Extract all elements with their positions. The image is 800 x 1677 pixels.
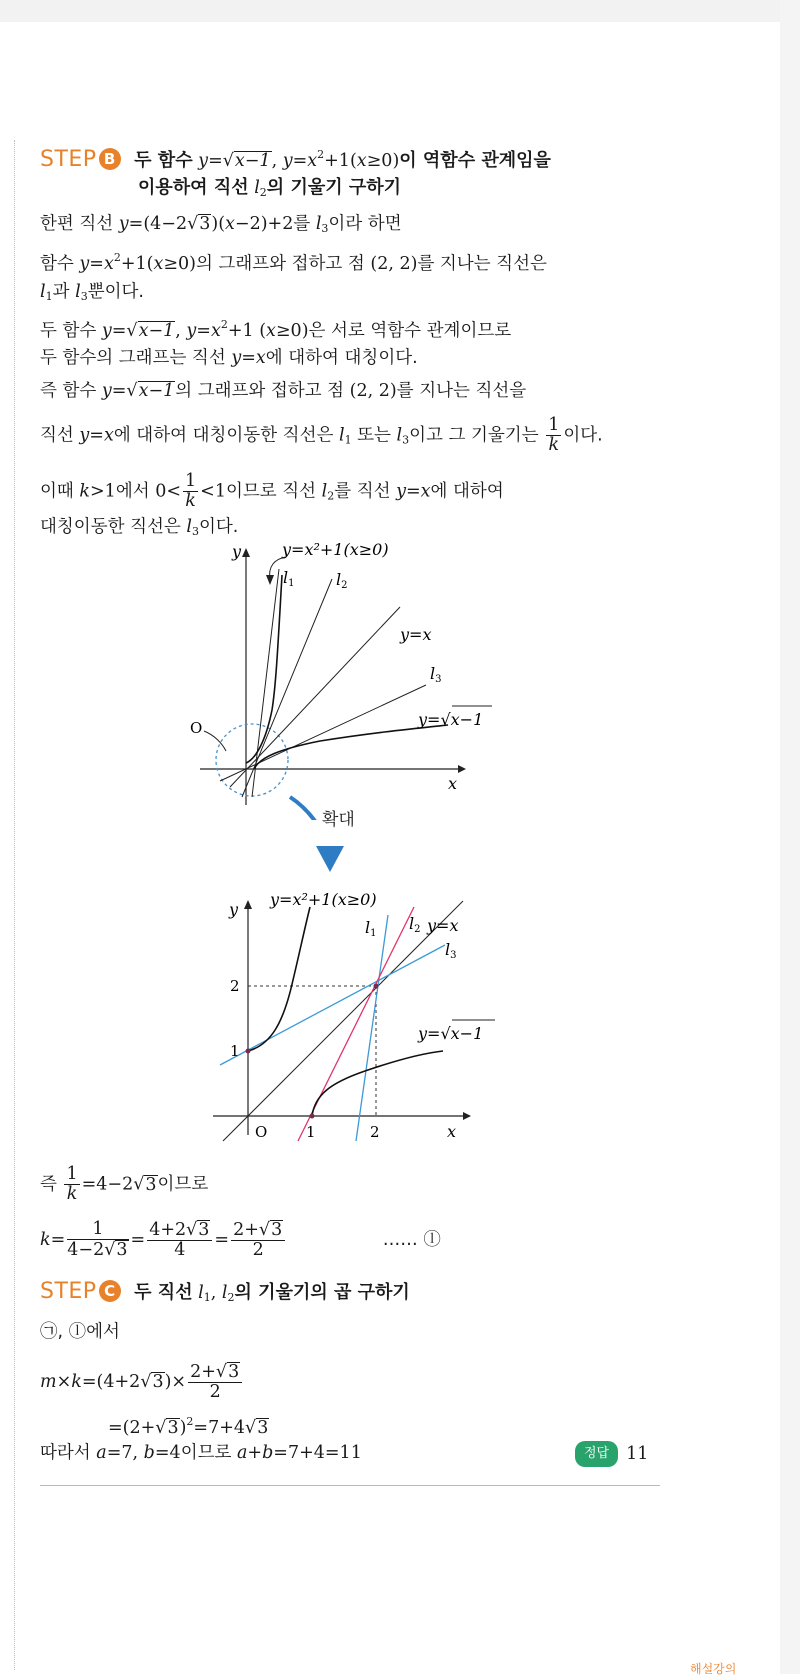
figure-1-sqrt-label: y=√x−1 <box>418 710 484 729</box>
body-line-6: 즉 함수 y=√x−1의 그래프와 접하고 점 (2, 2)를 지나는 직선을 <box>40 381 527 401</box>
line-l3 <box>220 685 426 781</box>
text: 직선 <box>40 425 74 446</box>
text: 함수 <box>40 254 74 274</box>
figure-2-origin-label: O <box>255 1123 268 1141</box>
text: 두 함수 <box>40 321 97 341</box>
text: 한편 직선 <box>40 214 114 234</box>
point-2-2 <box>374 984 379 989</box>
body-line-5: 두 함수의 그래프는 직선 y=x에 대하여 대칭이다. <box>40 348 418 368</box>
figure-2-ytick-1: 1 <box>230 1042 240 1060</box>
calc-line-1: 즉 $\frac{1}{k}$ =4−2√3이므로 <box>40 1164 209 1204</box>
figure-1-l2-label: l2 <box>336 570 348 591</box>
line-l1 <box>356 915 388 1141</box>
text: 대칭이동한 직선은 <box>40 517 181 537</box>
step-c-label: STEP <box>40 1279 97 1304</box>
figure-1-l3-label: l3 <box>430 664 442 685</box>
point-1-0 <box>310 1114 315 1119</box>
body-line-4: 두 함수 y=√x−1, $y=x^2+1$ (x≥0)은 서로 역함수 관계이므로 <box>40 318 512 341</box>
figure-2-xtick-2: 2 <box>370 1123 380 1141</box>
line-l3 <box>220 945 445 1065</box>
text: 즉 함수 <box>40 381 97 401</box>
body-line-7: 직선 y=x에 대하여 대칭이동한 직선은 $l_1$ 또는 $l_3$이고 그 기울기는 $\frac{1}{k}$ 이다. <box>40 415 603 455</box>
step-b-title-line2a: 이용하여 직선 <box>138 177 249 198</box>
text: 를 <box>293 214 311 234</box>
text: 이므로 직선 <box>225 481 317 502</box>
origin-pointer <box>204 731 226 751</box>
figure-2-sqrt-label: y=√x−1 <box>418 1024 484 1043</box>
curve-parabola <box>248 907 310 1051</box>
point-0-1 <box>246 1049 251 1054</box>
step-b-heading: STEP B 두 함수 y=√x−1, $y=x^2+1(x\ge 0)$이 역함수 관계임을 <box>40 147 551 172</box>
figure-2-graph <box>205 885 535 1150</box>
text: 의 그래프와 접하고 점 <box>175 381 345 401</box>
text: 또는 <box>357 425 391 446</box>
figure-1-yx-label: y=x <box>400 625 432 644</box>
figure-1-x-label: x <box>448 774 458 793</box>
line-y-equals-x <box>223 901 463 1141</box>
pointer-arrow-icon <box>266 575 274 585</box>
answer-value: 11 <box>626 1444 649 1464</box>
x-axis-arrow-icon <box>463 1112 471 1120</box>
figure-2-l1-label: l1 <box>365 918 377 939</box>
figure-1-curve-label: y=x²+1(x≥0) <box>282 540 389 559</box>
text: 이고 그 기울기는 <box>409 425 539 446</box>
right-margin <box>780 0 800 1674</box>
text: 에서 <box>115 481 150 502</box>
body-line-1: 한편 직선 y=(4−2√3)(x−2)+2를 $l_3$이라 하면 <box>40 214 402 235</box>
step-b-title-b: 이 역함수 관계임을 <box>399 150 551 171</box>
text: 에 대하여 대칭이동한 직선은 <box>113 425 334 446</box>
curve-sqrt <box>254 725 448 769</box>
math: y <box>198 151 209 171</box>
y-axis-arrow-icon <box>242 548 250 557</box>
figure-1-l1-label: l1 <box>283 568 295 589</box>
corner-label: 해설강의 <box>690 1662 737 1676</box>
section-divider <box>40 1485 660 1486</box>
text: 에 대하여 <box>430 481 504 502</box>
text: 뿐이다. <box>87 282 144 302</box>
body-line-8: 이때 k>1에서 0< $\frac{1}{k}$ <1이므로 직선 $l_2$를 직선 y=x에 대하여 <box>40 471 504 511</box>
curve-sqrt <box>312 1051 443 1116</box>
body-line-3: $l_1$과 $l_3$뿐이다. <box>40 282 144 303</box>
figure-2-curve-label: y=x²+1(x≥0) <box>270 890 377 909</box>
text: 를 직선 <box>334 481 391 502</box>
step-b-letter: B <box>99 148 121 170</box>
body-line-2: 함수 $y=x^2+1(x\ge 0)$의 그래프와 접하고 점 (2, 2)를 지나는 직선은 <box>40 251 547 274</box>
zoom-circle <box>216 724 288 796</box>
body-line-9: 대칭이동한 직선은 $l_3$이다. <box>40 517 239 538</box>
x-axis-arrow-icon <box>458 765 466 773</box>
text: 두 함수의 그래프는 직선 <box>40 348 226 368</box>
left-dotted-rule <box>14 140 15 1670</box>
figure-1-graph <box>190 535 520 820</box>
answer-badge: 정답 <box>575 1441 618 1467</box>
y-axis-arrow-icon <box>244 900 252 909</box>
text: 에 대하여 대칭이다. <box>265 348 418 368</box>
step-b-title-a: 두 함수 <box>134 150 193 171</box>
step-b-title-line2b: 의 기울기 구하기 <box>266 177 402 198</box>
zoom-label: 확대 <box>322 810 355 830</box>
zoom-arrow-head <box>310 840 350 880</box>
figure-2-yx-label: y=x <box>427 916 459 935</box>
math: =4−2 <box>81 1174 134 1195</box>
text: 이므로 <box>180 1443 232 1463</box>
arrow-head-icon <box>316 846 344 872</box>
text: 를 지나는 직선은 <box>417 254 547 274</box>
text: 이다. <box>563 425 603 446</box>
step-b-heading-line2: 이용하여 직선 $l_2$의 기울기 구하기 <box>138 177 402 199</box>
text: 이다. <box>199 517 239 537</box>
step-c-title-a: 두 직선 <box>134 1282 193 1303</box>
top-band <box>0 0 800 22</box>
figure-2-l3-label: l3 <box>445 940 457 961</box>
line-y-equals-x <box>230 607 400 787</box>
final-line-2: m×k=(4+2√3)× $\frac{2+√3}{2}$ <box>40 1362 244 1402</box>
text: 이라 하면 <box>328 214 402 234</box>
text: 은 서로 역함수 관계이므로 <box>308 321 512 341</box>
text: 이때 <box>40 481 74 502</box>
calc-line-2: k= $\frac{1}{4-2√3}$ = $\frac{4+2√3}{4}$ = $\frac{2+√3}{2}$ …… ⓛ <box>40 1219 441 1260</box>
figure-2-x-label: x <box>447 1122 457 1141</box>
final-line-3: $=(2+√3)^2=7+4√3$ <box>108 1415 269 1438</box>
text: 이므로 <box>157 1174 209 1195</box>
figure-1-origin-label: O <box>190 719 203 737</box>
text: 를 지나는 직선을 <box>396 381 527 401</box>
figure-2-y-label: y <box>229 900 239 919</box>
text: 즉 <box>40 1174 57 1195</box>
figure-2-xtick-1: 1 <box>306 1123 316 1141</box>
answer-block <box>575 1441 648 1467</box>
figure-2-l2-label: l2 <box>409 914 421 935</box>
step-c-letter: C <box>99 1280 121 1302</box>
text: 의 그래프와 접하고 점 <box>195 254 365 274</box>
final-line-1: ㉠, ⓛ에서 <box>40 1322 120 1342</box>
math: 3 <box>145 1174 157 1195</box>
figure-1-y-label: y <box>232 542 242 561</box>
marker-2: …… ⓛ <box>382 1230 441 1250</box>
curve-parabola <box>246 575 282 763</box>
text: 따라서 <box>40 1443 91 1463</box>
step-c-title-b: 의 기울기의 곱 구하기 <box>234 1282 410 1303</box>
step-c-heading: STEP C 두 직선 $l_1$, $l_2$의 기울기의 곱 구하기 <box>40 1279 410 1304</box>
text: 과 <box>52 282 70 302</box>
figure-2-ytick-2: 2 <box>230 977 240 995</box>
step-b-label: STEP <box>40 147 97 172</box>
final-line-4: 따라서 a=7, b=4이므로 a+b=7+4=11 <box>40 1443 362 1463</box>
